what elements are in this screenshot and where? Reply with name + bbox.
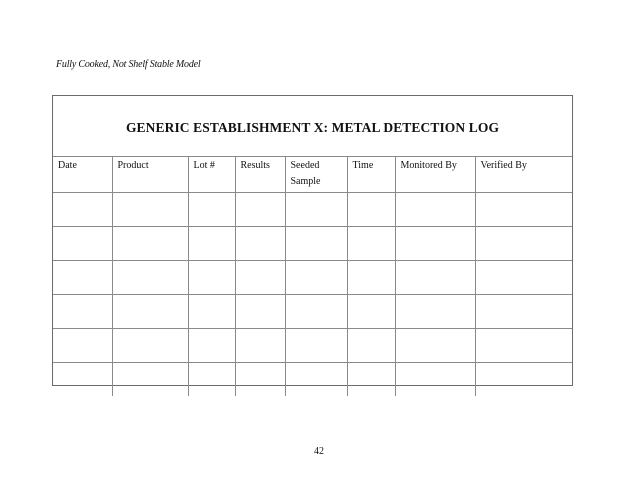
table-row: [53, 295, 572, 329]
log-cell-lot[interactable]: [188, 295, 235, 329]
log-cell-date[interactable]: [53, 295, 112, 329]
log-cell-results[interactable]: [235, 193, 285, 227]
log-cell-date[interactable]: [53, 193, 112, 227]
log-cell-monitored[interactable]: [395, 363, 475, 397]
table-row: [53, 329, 572, 363]
log-cell-results[interactable]: [235, 329, 285, 363]
log-cell-lot[interactable]: [188, 363, 235, 397]
column-header-product: Product: [112, 157, 188, 193]
log-cell-results[interactable]: [235, 295, 285, 329]
log-cell-seeded[interactable]: [285, 363, 347, 397]
column-header-seeded-sample: Seeded Sample: [285, 157, 347, 193]
log-cell-verified[interactable]: [475, 227, 572, 261]
table-row: [53, 227, 572, 261]
log-cell-monitored[interactable]: [395, 227, 475, 261]
log-cell-lot[interactable]: [188, 227, 235, 261]
log-cell-results[interactable]: [235, 261, 285, 295]
log-cell-time[interactable]: [347, 227, 395, 261]
log-cell-date[interactable]: [53, 363, 112, 397]
log-cell-product[interactable]: [112, 329, 188, 363]
log-cell-seeded[interactable]: [285, 329, 347, 363]
log-cell-results[interactable]: [235, 227, 285, 261]
log-table: [53, 156, 572, 396]
log-cell-lot[interactable]: [188, 261, 235, 295]
log-cell-time[interactable]: [347, 261, 395, 295]
log-cell-verified[interactable]: [475, 329, 572, 363]
log-cell-time[interactable]: [347, 329, 395, 363]
log-cell-monitored[interactable]: [395, 261, 475, 295]
table-row: [53, 363, 572, 397]
log-cell-verified[interactable]: [475, 295, 572, 329]
log-cell-lot[interactable]: [188, 329, 235, 363]
log-cell-verified[interactable]: [475, 363, 572, 397]
log-cell-time[interactable]: [347, 295, 395, 329]
column-header-lot: Lot #: [188, 157, 235, 193]
log-cell-date[interactable]: [53, 261, 112, 295]
log-cell-product[interactable]: [112, 193, 188, 227]
page-number: 42: [314, 446, 324, 457]
log-cell-monitored[interactable]: [395, 295, 475, 329]
log-cell-date[interactable]: [53, 227, 112, 261]
log-cell-verified[interactable]: [475, 193, 572, 227]
model-header-note: Fully Cooked, Not Shelf Stable Model: [56, 59, 201, 70]
log-cell-time[interactable]: [347, 193, 395, 227]
log-cell-product[interactable]: [112, 363, 188, 397]
log-cell-verified[interactable]: [475, 261, 572, 295]
log-cell-seeded[interactable]: [285, 295, 347, 329]
log-cell-results[interactable]: [235, 363, 285, 397]
log-cell-time[interactable]: [347, 363, 395, 397]
log-cell-date[interactable]: [53, 329, 112, 363]
log-cell-product[interactable]: [112, 295, 188, 329]
log-cell-seeded[interactable]: [285, 261, 347, 295]
column-header-monitored-by: Monitored By: [395, 157, 475, 193]
column-header-verified-by: Verified By: [475, 157, 572, 193]
column-header-results: Results: [235, 157, 285, 193]
log-cell-monitored[interactable]: [395, 193, 475, 227]
metal-detection-log-form: [52, 95, 573, 386]
log-cell-seeded[interactable]: [285, 227, 347, 261]
log-cell-seeded[interactable]: [285, 193, 347, 227]
table-header-row: [53, 157, 572, 193]
log-cell-product[interactable]: [112, 261, 188, 295]
column-header-time: Time: [347, 157, 395, 193]
column-header-date: Date: [53, 157, 112, 193]
log-cell-lot[interactable]: [188, 193, 235, 227]
table-row: [53, 193, 572, 227]
log-cell-monitored[interactable]: [395, 329, 475, 363]
log-title: GENERIC ESTABLISHMENT X: METAL DETECTION LOG: [125, 120, 500, 135]
log-cell-product[interactable]: [112, 227, 188, 261]
table-row: [53, 261, 572, 295]
